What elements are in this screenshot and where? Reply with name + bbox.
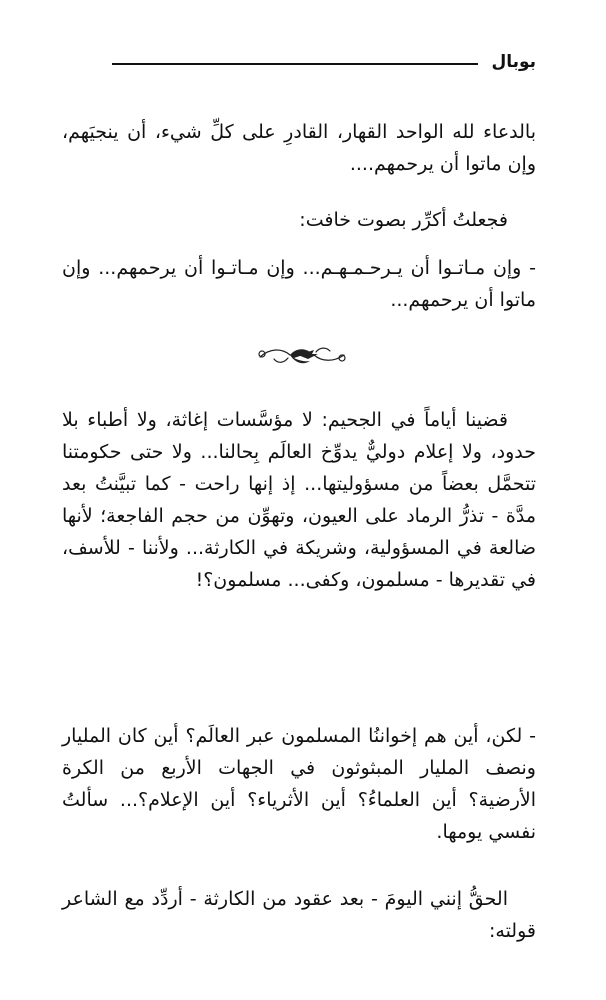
paragraph-questions: - لكن، أين هم إخواننُا المسلمون عبر العالَم؟ أين كان المليار ونصف المليار المبثوثون في الجهات الأربع من الكرة الأرضية؟ أين العلماءُ؟ أين الأثرياء؟ أين الإعلام؟... سألتُ نفسي يومها.: [62, 725, 536, 843]
paragraph-inferno: قضينا أياماً في الجحيم: لا مؤسَّسات إغاثة، ولا أطباء بلا حدود، ولا إعلام دوليٌّ يدوِّخ العالَم بِحالنا... ولا حتى حكومتنا تتحمَّل بعضاً من مسؤوليتها... إذ إنها راحت - كما تبيَّنتُ بعد مدَّة - تذرُّ الرماد على العيون، وتهوِّن من حجم الفاجعة؛ لأنها ضالعة في المسؤولية، وشريكة في الكارثة... ولأننا - للأسف، في تقديرها - مسلمون، وكفى... مسلمون؟!: [62, 409, 536, 591]
floral-divider-icon: [254, 340, 350, 370]
paragraph-repeat-quote: - وإن مـاتـوا أن يـرحـمـهـم... وإن مـاتـوا أن يرحمهم... وإن ماتوا أن يرحمهم...: [62, 257, 536, 311]
header-title: بوبال: [491, 52, 536, 72]
paragraph-prayer: بالدعاء لله الواحد القهار، القادرِ على كلِّ شيء، أن ينجيَهم، وإن ماتوا أن يرحمهم....: [62, 121, 536, 175]
paragraph-poet: الحقُّ إنني اليومَ - بعد عقود من الكارثة - أردِّد مع الشاعر قولته:: [62, 888, 536, 942]
running-header: [112, 50, 536, 80]
header-rule: [112, 63, 478, 65]
paragraph-repeat-intro: فجعلتُ أكرِّر بصوت خافت:: [299, 209, 508, 231]
